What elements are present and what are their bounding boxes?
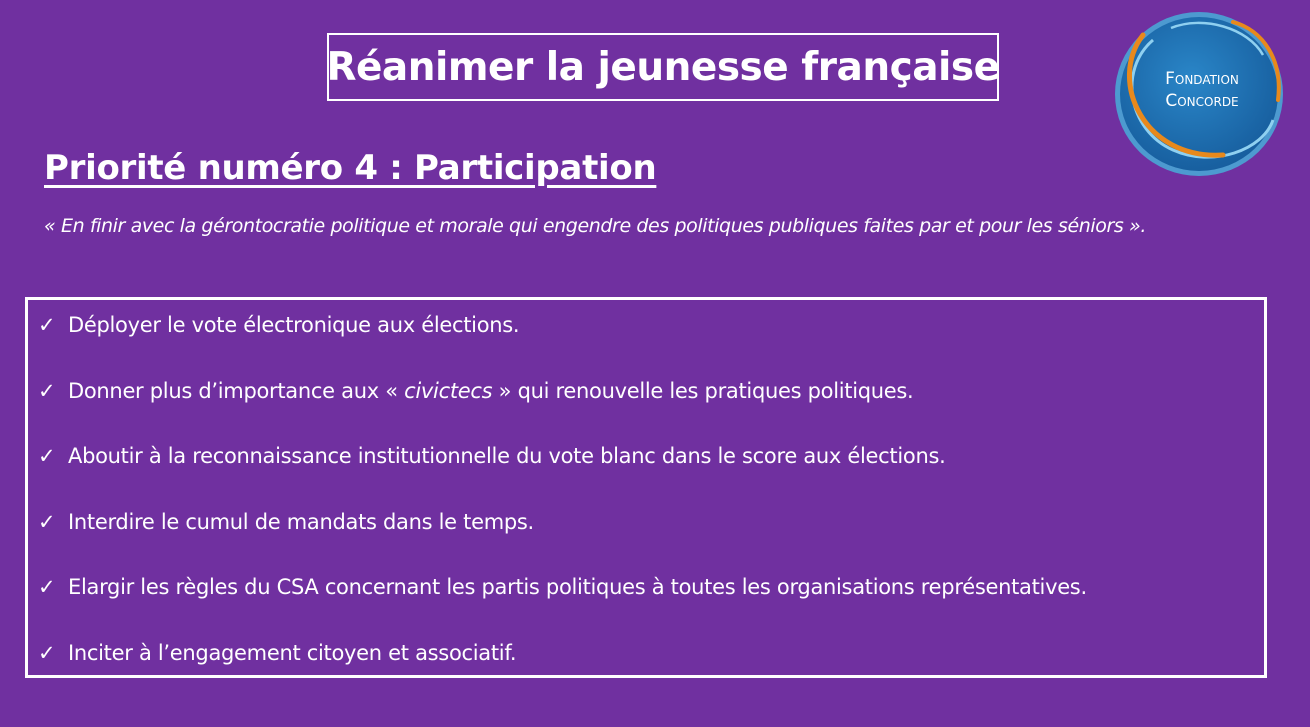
fondation-concorde-logo — [1113, 10, 1285, 178]
list-item-text — [68, 376, 913, 406]
check-icon: ✓ — [38, 444, 56, 468]
page-title: Réanimer la jeunesse française — [326, 44, 1000, 90]
list-item-text: Aboutir à la reconnaissance institutionnelle du vote blanc dans le score aux élections. — [68, 444, 946, 468]
list-item — [38, 572, 1087, 638]
list-item-text: Interdire le cumul de mandats dans le temps. — [68, 509, 534, 534]
list-item-text-pre: Donner plus d’importance aux « — [68, 378, 405, 403]
list-item — [38, 507, 1087, 573]
list-item — [38, 376, 1087, 442]
logo-text-line1: Fondation — [1165, 69, 1239, 89]
list-item — [38, 441, 1087, 507]
list-item-text: Déployer le vote électronique aux élections. — [68, 313, 520, 337]
priority-list-box — [25, 297, 1267, 678]
title-box — [327, 33, 999, 101]
check-icon: ✓ — [38, 378, 56, 403]
priority-list — [38, 310, 1087, 703]
list-item — [38, 638, 1087, 704]
section-heading: Priorité numéro 4 : Participation — [44, 148, 657, 188]
check-icon: ✓ — [38, 575, 56, 599]
check-icon: ✓ — [38, 509, 56, 534]
check-icon: ✓ — [38, 640, 56, 665]
logo-text-line2: Concorde — [1165, 91, 1239, 111]
check-icon: ✓ — [38, 313, 56, 337]
list-item-text: Elargir les règles du CSA concernant les partis politiques à toutes les organisations représentatives. — [68, 575, 1087, 599]
quote-text: « En finir avec la gérontocratie politique et morale qui engendre des politiques publiques faites par et pour les séniors ». — [44, 215, 1146, 237]
list-item-text: Inciter à l’engagement citoyen et associatif. — [68, 640, 517, 665]
list-item-text-emphasis: civictecs — [404, 378, 493, 403]
list-item-text-post: » qui renouvelle les pratiques politiques. — [492, 378, 914, 403]
list-item — [38, 310, 1087, 376]
